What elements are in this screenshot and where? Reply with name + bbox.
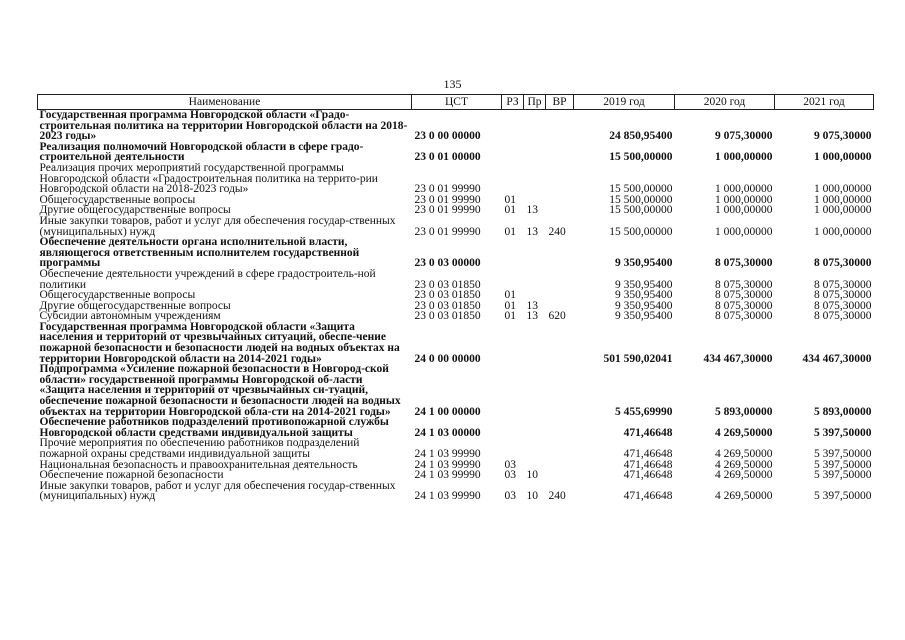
cell-name: Подпрограмма «Усиление пожарной безопасности в Новгород-ской области» государственной программы Новгородской об-ласти «Защита населения и территорий от чрезвычайных си-туаций, обеспечение пожарной безопасности и безопасности людей на водных объектах на территории Новгородской обла-сти на 2014-2021 годы» [39, 363, 401, 418]
cell-rz: 01 [504, 299, 516, 312]
table-row [38, 322, 874, 364]
cell-y2021: 9 075,30000 [814, 130, 872, 143]
cell-cst: 23 0 03 01850 [414, 310, 481, 323]
cell-y2019: 501 590,02041 [603, 352, 673, 365]
cell-y2020: 8 075,30000 [715, 289, 773, 302]
cell-y2019: 15 500,00000 [609, 204, 673, 217]
cell-cst: 23 0 03 01850 [414, 299, 481, 312]
budget-table [37, 94, 874, 502]
cell-rz [502, 163, 524, 195]
cell-vr [546, 205, 574, 216]
cell-pr [524, 237, 546, 269]
cell-y2021: 5 397,50000 [814, 458, 872, 471]
cell-cst: 24 1 03 99990 [414, 458, 481, 471]
cell-rz: 03 [504, 458, 516, 471]
page-number: 135 [443, 77, 462, 91]
cell-rz: 01 [504, 289, 516, 302]
cell-y2021: 8 075,30000 [814, 310, 872, 323]
cell-name: Субсидии автономным учреждениям [39, 310, 221, 323]
cell-rz: 01 [504, 225, 516, 238]
cell-name: Прочие мероприятия по обеспечению работников подразделений пожарной охраны средствами индивидуальной защиты [39, 437, 360, 460]
table-header-row [38, 95, 874, 110]
cell-pr [524, 110, 546, 142]
cell-cst: 23 0 01 00000 [414, 151, 481, 164]
cell-name: Иные закупки товаров, работ и услуг для обеспечения государ-ственных (муниципальных) нужд [39, 479, 396, 503]
cell-vr: 240 [548, 225, 566, 238]
cell-rz [502, 364, 524, 417]
cell-y2020: 8 075,30000 [715, 299, 773, 312]
cell-y2020: 1 000,00000 [715, 204, 773, 217]
cell-cst: 23 0 00 00000 [414, 130, 481, 143]
cell-vr [546, 438, 574, 459]
header-rz: РЗ [502, 95, 524, 110]
cell-y2019: 471,46648 [623, 490, 673, 503]
cell-pr [524, 142, 546, 163]
cell-cst: 23 0 01 99990 [414, 204, 481, 217]
cell-name: Общегосударственные вопросы [39, 193, 196, 206]
cell-vr [546, 322, 574, 364]
cell-rz [502, 438, 524, 459]
cell-vr [546, 163, 574, 195]
cell-vr: 620 [548, 310, 566, 323]
header-cst: ЦСТ [412, 95, 502, 110]
cell-vr [546, 417, 574, 438]
cell-pr: 13 [526, 299, 538, 312]
cell-name: Национальная безопасность и правоохранительная деятельность [39, 458, 358, 471]
table-row [38, 237, 874, 269]
table-row [38, 163, 874, 195]
cell-rz [502, 269, 524, 290]
cell-cst: 23 0 01 99990 [414, 183, 481, 196]
cell-cst: 23 0 03 01850 [414, 278, 481, 291]
cell-y2020: 1 000,00000 [715, 183, 773, 196]
cell-cst: 24 1 03 99990 [414, 490, 481, 503]
header-2019: 2019 год [574, 95, 675, 110]
cell-cst: 24 1 00 00000 [414, 405, 481, 418]
cell-pr [524, 438, 546, 459]
cell-y2019: 15 500,00000 [609, 225, 673, 238]
cell-cst: 24 0 00 00000 [414, 352, 481, 365]
cell-y2020: 4 269,50000 [715, 458, 773, 471]
cell-cst: 23 0 03 00000 [414, 257, 481, 270]
cell-y2021: 1 000,00000 [814, 204, 872, 217]
cell-name: Обеспечение пожарной безопасности [39, 469, 224, 482]
header-vr: ВР [546, 95, 574, 110]
cell-y2019: 471,46648 [623, 458, 673, 471]
cell-name: Обеспечение деятельности учреждений в сфере градостроитель-ной политики [39, 267, 376, 291]
cell-y2021: 8 075,30000 [814, 299, 872, 312]
cell-rz: 01 [504, 193, 516, 206]
cell-pr [524, 269, 546, 290]
cell-y2020: 8 075,30000 [715, 310, 773, 323]
cell-pr [524, 163, 546, 195]
cell-rz [502, 417, 524, 438]
cell-name: Реализация прочих мероприятий государственной программы Новгородской области «Градостроительная политика на террито-рии Новгородской области на 2018-2023 годы» [39, 161, 378, 196]
table-body [38, 110, 874, 502]
cell-cst: 24 1 03 99990 [414, 448, 481, 460]
cell-y2021: 8 075,30000 [814, 289, 872, 302]
cell-vr [546, 470, 574, 481]
header-2020: 2020 год [675, 95, 775, 110]
cell-y2019: 9 350,95400 [615, 289, 673, 302]
cell-y2019: 9 350,95400 [615, 299, 673, 312]
table-row [38, 110, 874, 142]
cell-y2021: 8 075,30000 [814, 278, 872, 291]
cell-pr: 10 [526, 490, 538, 503]
cell-rz: 03 [504, 490, 516, 503]
cell-y2020: 434 467,30000 [703, 352, 773, 365]
cell-name: Другие общегосударственные вопросы [39, 299, 231, 312]
cell-name: Обеспечение работников подразделений противопожарной службы Новгородской области средствами индивидуальной защиты [39, 416, 389, 439]
cell-y2019: 9 350,95400 [615, 278, 673, 291]
cell-y2021: 1 000,00000 [814, 183, 872, 196]
cell-vr [546, 269, 574, 290]
cell-pr [524, 417, 546, 438]
cell-vr: 240 [548, 490, 566, 503]
cell-vr [546, 110, 574, 142]
cell-vr [546, 290, 574, 301]
cell-y2021: 5 397,50000 [814, 490, 872, 503]
table-row [38, 438, 874, 459]
cell-y2020: 4 269,50000 [715, 490, 773, 503]
cell-pr: 13 [526, 225, 538, 238]
table-row [38, 417, 874, 438]
cell-y2019: 15 500,00000 [609, 151, 673, 164]
cell-name: Государственная программа Новгородской области «Защита населения и территорий от чрезвычайных ситуаций, обеспе-чение пожарной безопасности и безопасности людей на водных объектах на территории Новгородской области на 2014-2021 годы» [39, 320, 400, 365]
cell-y2021: 1 000,00000 [814, 193, 872, 206]
cell-y2020: 5 893,00000 [715, 405, 773, 418]
cell-rz: 01 [504, 204, 516, 217]
cell-y2020: 8 075,30000 [715, 257, 773, 270]
cell-y2019: 9 350,95400 [615, 310, 673, 323]
cell-y2021: 1 000,00000 [814, 151, 872, 164]
cell-y2019: 471,46648 [623, 469, 673, 482]
cell-y2021: 5 397,50000 [814, 426, 872, 439]
table-row [38, 269, 874, 290]
header-name: Наименование [38, 95, 412, 110]
cell-vr [546, 460, 574, 471]
cell-rz: 03 [504, 469, 516, 482]
cell-y2020: 4 269,50000 [715, 469, 773, 482]
cell-rz [502, 110, 524, 142]
table-row [38, 216, 874, 237]
cell-rz [502, 237, 524, 269]
cell-vr [546, 195, 574, 206]
cell-cst: 24 1 03 00000 [414, 426, 481, 439]
cell-pr: 10 [526, 469, 538, 482]
cell-y2020: 1 000,00000 [715, 151, 773, 164]
cell-y2021: 8 075,30000 [814, 257, 872, 270]
header-2021: 2021 год [775, 95, 874, 110]
cell-cst: 23 0 03 01850 [414, 289, 481, 302]
cell-y2021: 1 000,00000 [814, 225, 872, 238]
cell-y2021: 5 397,50000 [814, 469, 872, 482]
cell-y2019: 15 500,00000 [609, 193, 673, 206]
cell-vr [546, 237, 574, 269]
cell-y2021: 5 893,00000 [814, 405, 872, 418]
cell-y2019: 24 850,95400 [609, 130, 673, 143]
cell-y2020: 4 269,50000 [715, 448, 773, 460]
cell-pr: 13 [526, 310, 538, 323]
cell-cst: 24 1 03 99990 [414, 469, 481, 482]
table-row [38, 142, 874, 163]
cell-rz [502, 142, 524, 163]
cell-name: Обеспечение деятельности органа исполнительной власти, являющегося ответственным исполнителем государственной программы [39, 236, 360, 270]
cell-y2019: 5 455,69990 [615, 405, 673, 418]
cell-y2019: 471,46648 [623, 426, 673, 439]
table-row [38, 364, 874, 417]
cell-y2021: 5 397,50000 [814, 448, 872, 460]
cell-name: Общегосударственные вопросы [39, 289, 196, 302]
cell-name: Реализация полномочий Новгородской области в сфере градо-строительной деятельности [39, 140, 364, 164]
cell-pr: 13 [526, 204, 538, 217]
cell-y2020: 8 075,30000 [715, 278, 773, 291]
cell-y2020: 9 075,30000 [715, 130, 773, 143]
cell-cst: 23 0 01 99990 [414, 225, 481, 238]
cell-cst: 23 0 01 99990 [414, 193, 481, 206]
cell-pr [524, 322, 546, 364]
cell-y2019: 471,46648 [623, 448, 673, 460]
header-pr: Пр [524, 95, 546, 110]
cell-name: Иные закупки товаров, работ и услуг для обеспечения государ-ственных (муниципальных) нужд [39, 214, 396, 238]
cell-name: Другие общегосударственные вопросы [39, 204, 231, 217]
cell-y2020: 1 000,00000 [715, 225, 773, 238]
cell-name: Государственная программа Новгородской области «Градо-строительная политика на территории Новгородской области на 2018-2023 годы» [39, 109, 408, 143]
cell-y2020: 1 000,00000 [715, 193, 773, 206]
cell-vr [546, 142, 574, 163]
cell-rz [502, 322, 524, 364]
cell-y2019: 15 500,00000 [609, 183, 673, 196]
cell-vr [546, 364, 574, 417]
cell-y2020: 4 269,50000 [715, 426, 773, 439]
cell-y2019: 9 350,95400 [615, 257, 673, 270]
cell-pr [524, 364, 546, 417]
table-row [38, 481, 874, 502]
cell-y2021: 434 467,30000 [802, 352, 872, 365]
cell-rz: 01 [504, 310, 516, 323]
